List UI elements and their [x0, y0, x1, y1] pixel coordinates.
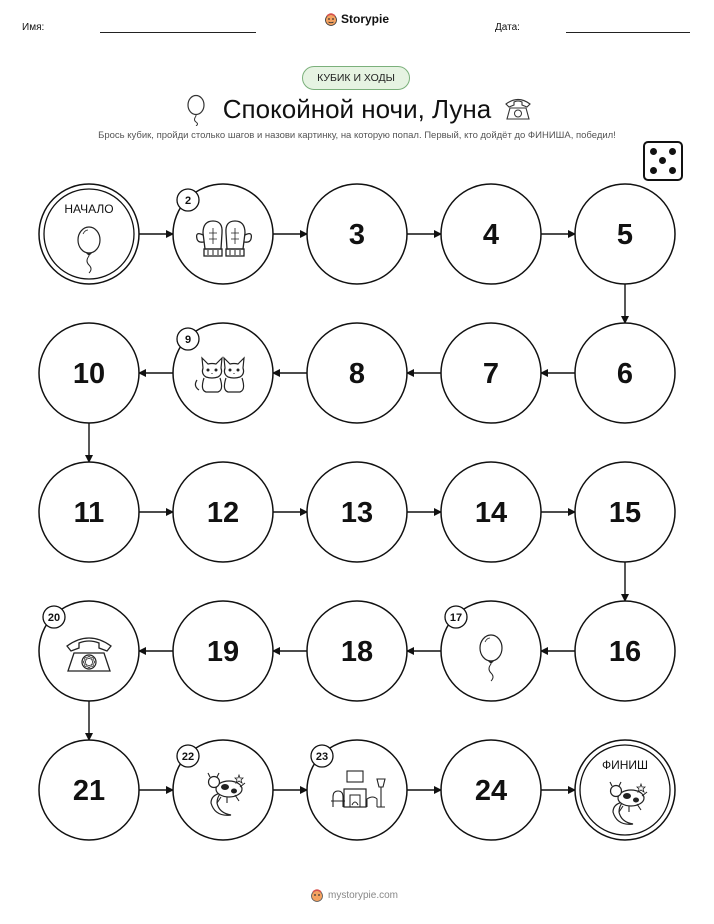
board-space	[39, 601, 139, 701]
board-space	[575, 601, 675, 701]
space-number: 6	[616, 358, 634, 390]
game-type-badge: КУБИК И ХОДЫ	[302, 66, 410, 90]
space-number: 3	[348, 219, 366, 251]
board-space	[173, 462, 273, 562]
board-space	[173, 184, 273, 284]
finish-space	[575, 740, 675, 840]
board-space	[307, 740, 407, 840]
board-space	[173, 740, 273, 840]
space-number: 16	[608, 636, 642, 668]
space-number: 9	[184, 334, 192, 346]
page-title: Спокойной ночи, Луна	[222, 94, 492, 124]
board-space	[441, 323, 541, 423]
space-number: 20	[47, 612, 61, 624]
space-number: 17	[449, 612, 463, 624]
space-number: 24	[474, 775, 508, 807]
space-number: 23	[315, 751, 329, 763]
start-space	[39, 184, 139, 284]
space-number: 12	[206, 497, 240, 529]
footer	[310, 888, 398, 902]
board-space	[307, 601, 407, 701]
space-number: 19	[206, 636, 240, 668]
space-number: 7	[482, 358, 500, 390]
pie-icon	[310, 888, 324, 902]
board-space	[39, 323, 139, 423]
board-space	[39, 462, 139, 562]
board-space	[307, 462, 407, 562]
space-circle	[39, 184, 139, 284]
space-number: 5	[616, 219, 634, 251]
space-number: 10	[72, 358, 106, 390]
space-circle	[575, 740, 675, 840]
space-number: 2	[184, 195, 192, 207]
board-space	[307, 323, 407, 423]
board-space	[575, 323, 675, 423]
board-space	[441, 462, 541, 562]
board-space	[441, 601, 541, 701]
board-space	[173, 323, 273, 423]
space-number: 21	[72, 775, 106, 807]
space-number: 4	[482, 219, 500, 251]
board-space	[39, 740, 139, 840]
space-number: 8	[348, 358, 366, 390]
space-number: 18	[340, 636, 374, 668]
board-space	[441, 740, 541, 840]
space-number: 11	[73, 497, 105, 529]
name-label: Имя:	[22, 22, 45, 33]
board-space	[575, 462, 675, 562]
space-number: 13	[340, 497, 374, 529]
space-label: ФИНИШ	[601, 758, 649, 772]
board-space	[441, 184, 541, 284]
brand-name: Storypie	[341, 12, 390, 26]
space-number: 22	[181, 751, 195, 763]
date-label: Дата:	[495, 22, 520, 33]
footer-url[interactable]: mystorypie.com	[328, 889, 399, 901]
board-space	[173, 601, 273, 701]
board-space	[575, 184, 675, 284]
instructions: Брось кубик, пройди столько шагов и назови картинку, на которую попал. Первый, кто дойдёт до ФИНИША, победил!	[98, 130, 616, 141]
space-label: НАЧАЛО	[64, 202, 114, 216]
space-number: 15	[608, 497, 642, 529]
board-space	[307, 184, 407, 284]
space-number: 14	[474, 497, 508, 529]
